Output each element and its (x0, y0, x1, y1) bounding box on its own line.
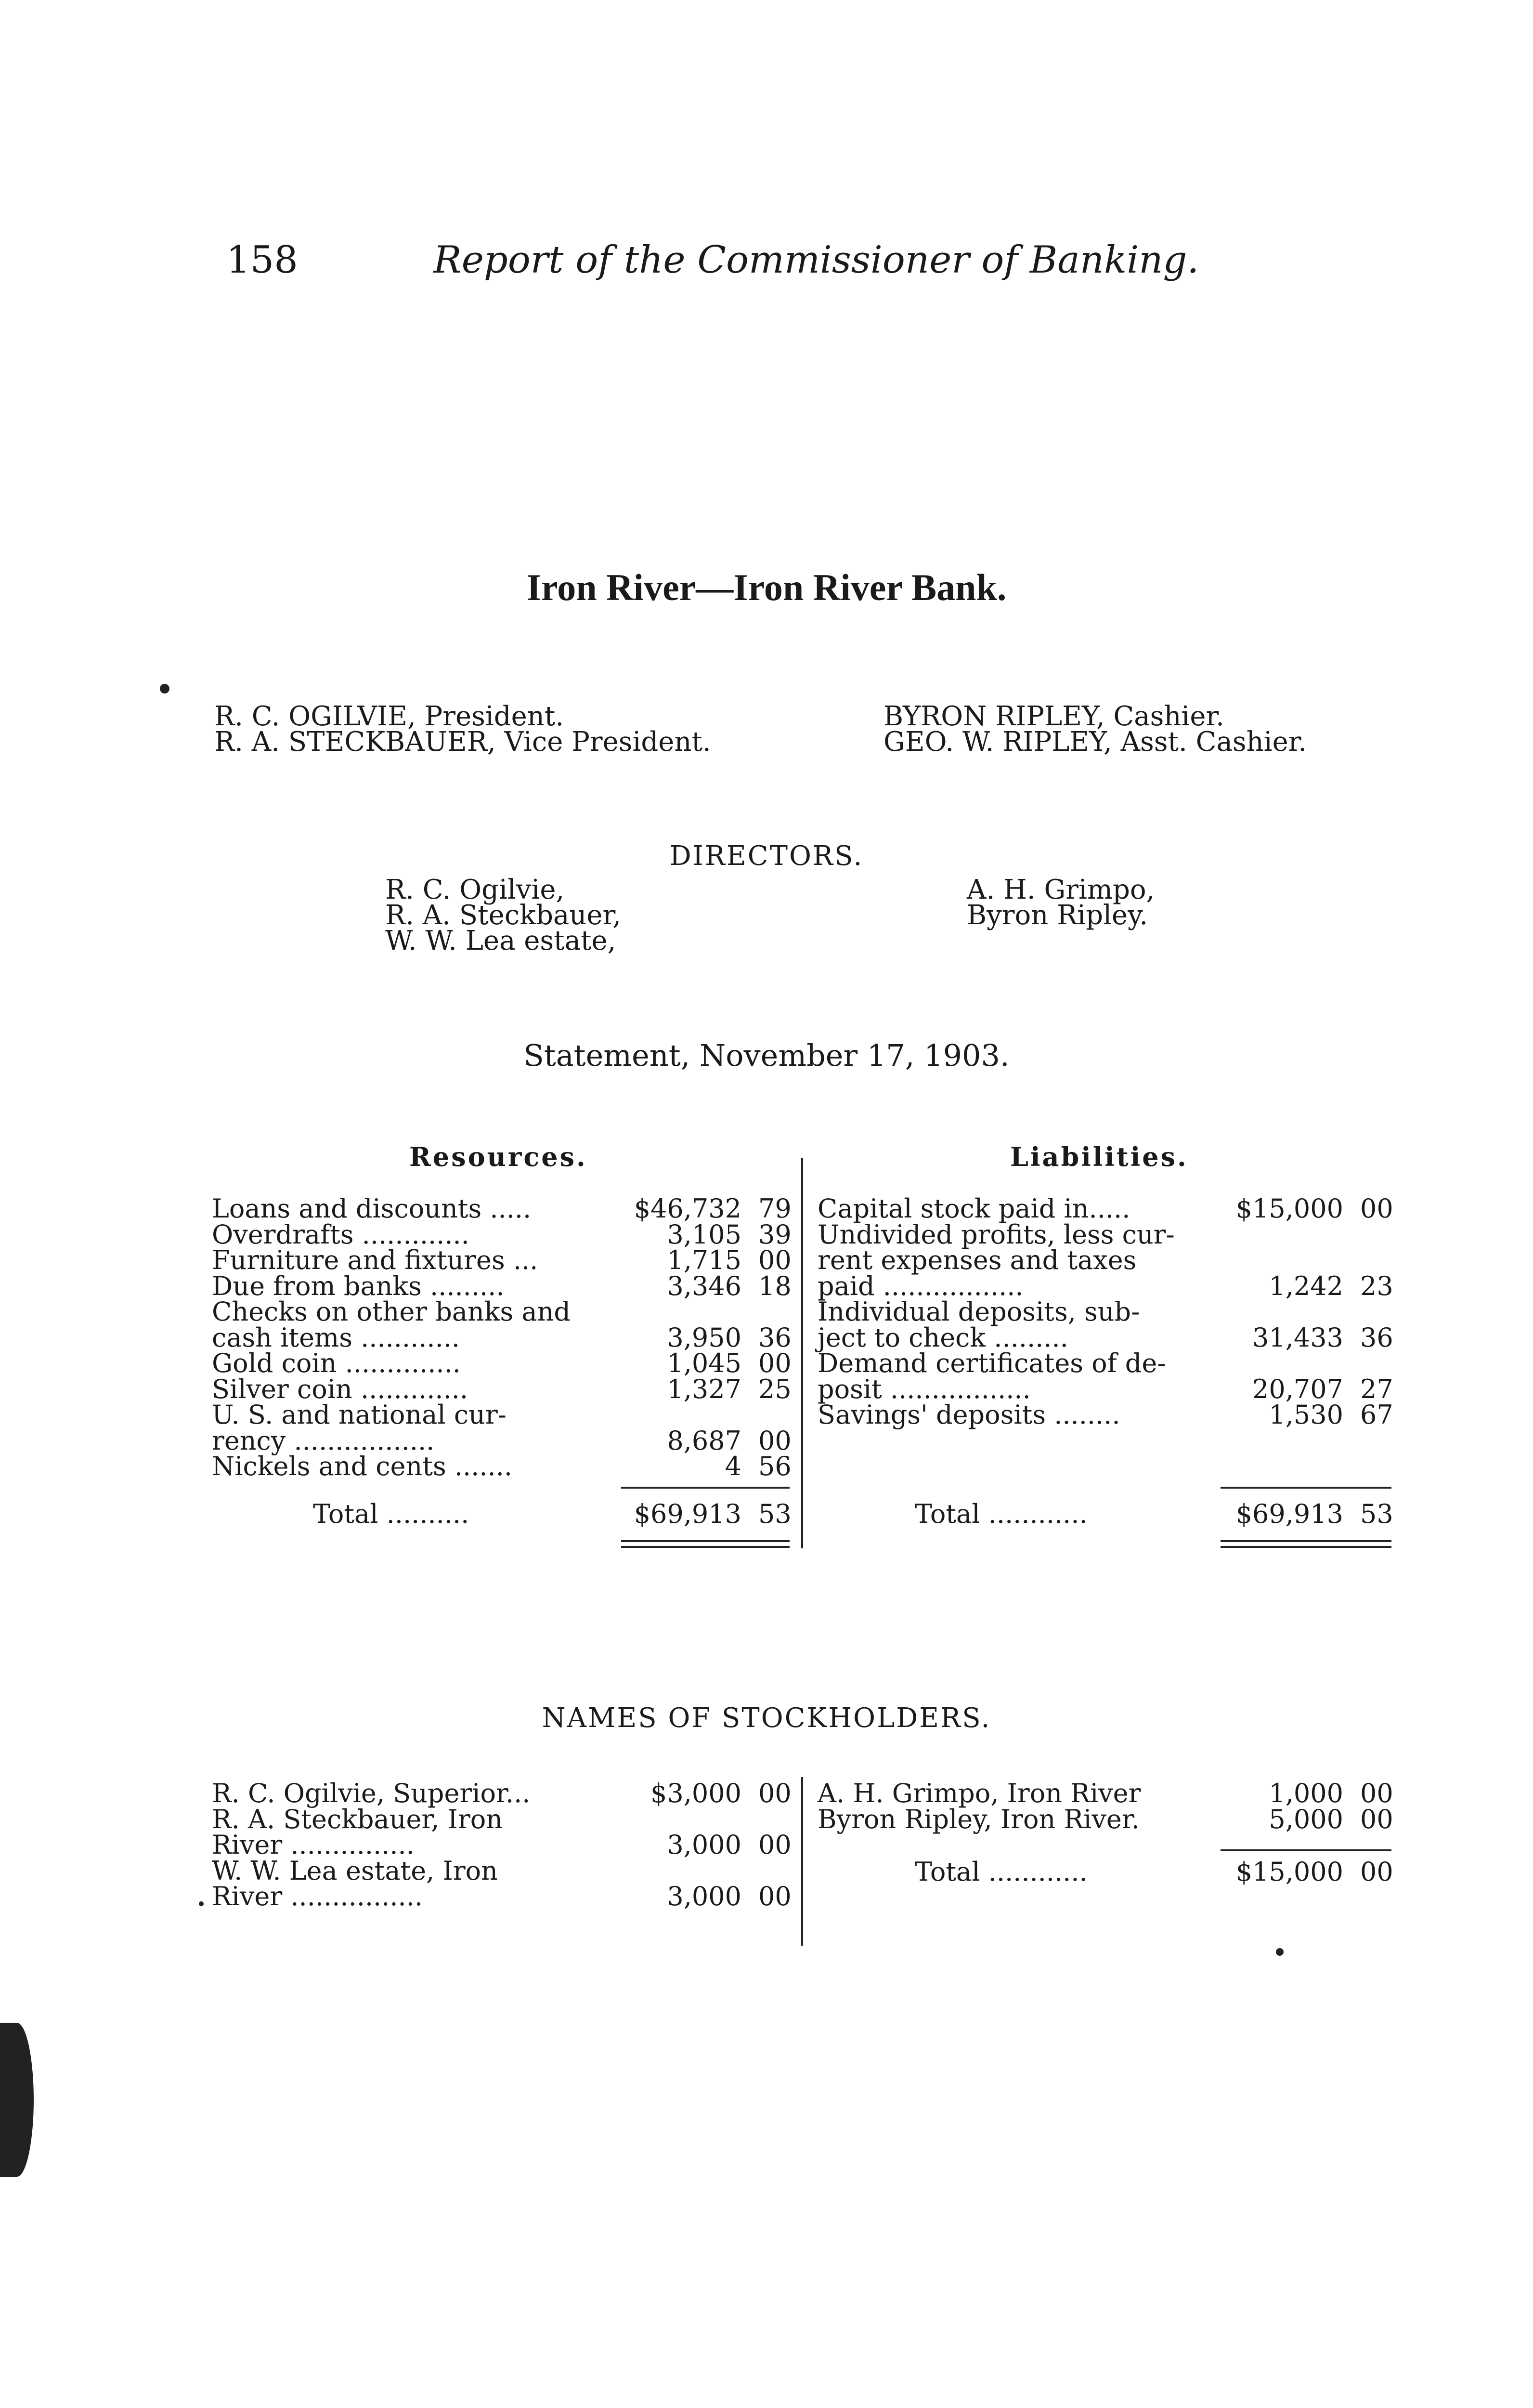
resources-total-double-rule-2 (621, 1546, 790, 1548)
stockholder-left-dollars: $3,000 (650, 1778, 741, 1808)
stockholder-left-cents: 00 (758, 1830, 792, 1860)
statement-title: Statement, November 17, 1903. (523, 1038, 1010, 1073)
resources-dollars: 3,950 (667, 1322, 741, 1353)
stockholder-left-cents: 00 (758, 1778, 792, 1808)
stockholder-left-label: W. W. Lea estate, Iron (212, 1855, 498, 1886)
director-left-2: R. A. Steckbauer, (385, 900, 621, 931)
officer-left-2: R. A. STECKBAUER, Vice President. (214, 726, 711, 758)
scan-speck (1276, 1948, 1284, 1956)
stockholder-right-dollars: 1,000 (1269, 1778, 1343, 1808)
resources-cents: 00 (758, 1425, 792, 1456)
liabilities-label: Capital stock paid in..... (818, 1193, 1130, 1224)
resources-dollars: 3,105 (667, 1219, 741, 1250)
officer-right-1: BYRON RIPLEY, Cashier. (883, 701, 1224, 732)
resources-dollars: 3,346 (667, 1270, 741, 1301)
resources-dollars: 1,327 (667, 1374, 741, 1404)
liabilities-label: ject to check ......... (818, 1322, 1068, 1353)
liabilities-label: posit ................. (818, 1374, 1031, 1404)
resources-label: cash items ............ (212, 1322, 460, 1353)
liabilities-dollars: $15,000 (1235, 1193, 1343, 1224)
stockholder-left-label: R. A. Steckbauer, Iron (212, 1804, 503, 1834)
liabilities-dollars: 1,530 (1269, 1400, 1343, 1430)
liabilities-dollars: 20,707 (1252, 1374, 1343, 1404)
director-left-1: R. C. Ogilvie, (385, 874, 565, 905)
stockholders-total-dollars: $15,000 (1235, 1857, 1343, 1887)
resources-label: Due from banks ......... (212, 1270, 505, 1301)
resources-label: Furniture and fixtures ... (212, 1245, 538, 1275)
resources-subtotal-rule (621, 1487, 790, 1489)
resources-cents: 36 (758, 1322, 792, 1353)
resources-total-label: Total .......... (313, 1499, 469, 1529)
resources-label: Gold coin .............. (212, 1348, 461, 1378)
resources-label: Loans and discounts ..... (212, 1193, 532, 1224)
resources-cents: 79 (758, 1193, 792, 1224)
scan-speck (199, 1901, 204, 1906)
resources-label: rency ................. (212, 1425, 435, 1456)
resources-dollars: 8,687 (667, 1425, 741, 1456)
scan-speck (160, 684, 169, 694)
stockholder-right-cents: 00 (1360, 1804, 1393, 1834)
liabilities-cents: 23 (1360, 1270, 1393, 1301)
liabilities-total-cents: 53 (1360, 1499, 1393, 1529)
resources-dollars: $46,732 (634, 1193, 741, 1224)
stockholder-left-label: R. C. Ogilvie, Superior... (212, 1778, 531, 1808)
liabilities-label: Savings' deposits ........ (818, 1400, 1120, 1430)
liabilities-label: paid ................. (818, 1270, 1024, 1301)
resources-dollars: 4 (725, 1451, 741, 1481)
liabilities-dollars: 1,242 (1269, 1270, 1343, 1301)
liabilities-cents: 67 (1360, 1400, 1393, 1430)
liabilities-dollars: 31,433 (1252, 1322, 1343, 1353)
bank-title: Iron River—Iron River Bank. (526, 566, 1007, 608)
stockholder-left-dollars: 3,000 (667, 1881, 741, 1911)
resources-cents: 00 (758, 1348, 792, 1378)
liabilities-cents: 00 (1360, 1193, 1393, 1224)
scan-edge-blot (0, 2023, 34, 2177)
page-number: 158 (226, 238, 298, 282)
running-title: Report of the Commissioner of Banking. (433, 238, 1199, 282)
liabilities-cents: 27 (1360, 1374, 1393, 1404)
liabilities-cents: 36 (1360, 1322, 1393, 1353)
stockholder-left-cents: 00 (758, 1881, 792, 1911)
liabilities-total-dollars: $69,913 (1235, 1499, 1343, 1529)
stockholder-left-label: River ................ (212, 1881, 423, 1911)
liabilities-label: Undivided profits, less cur- (818, 1219, 1175, 1250)
resources-label: Nickels and cents ....... (212, 1451, 513, 1481)
resources-total-double-rule-1 (621, 1540, 790, 1542)
resources-total-cents: 53 (758, 1499, 792, 1529)
resources-cents: 25 (758, 1374, 792, 1404)
stockholder-right-cents: 00 (1360, 1778, 1393, 1808)
stockholder-right-label: A. H. Grimpo, Iron River (818, 1778, 1141, 1808)
liabilities-heading: Liabilities. (1010, 1141, 1188, 1172)
stockholder-left-dollars: 3,000 (667, 1830, 741, 1860)
liabilities-label: Individual deposits, sub- (818, 1296, 1140, 1327)
stockholders-heading: NAMES OF STOCKHOLDERS. (542, 1702, 991, 1734)
stockholder-left-label: River ............... (212, 1830, 415, 1860)
resources-label: Overdrafts ............. (212, 1219, 469, 1250)
resources-heading: Resources. (409, 1141, 587, 1172)
liabilities-total-label: Total ............ (915, 1499, 1088, 1529)
director-left-3: W. W. Lea estate, (385, 925, 616, 956)
stockholders-total-label: Total ............ (915, 1857, 1088, 1887)
officer-left-1: R. C. OGILVIE, President. (214, 701, 564, 732)
liabilities-total-double-rule-1 (1221, 1540, 1391, 1542)
resources-label: Silver coin ............. (212, 1374, 468, 1404)
resources-cents: 56 (758, 1451, 792, 1481)
stockholders-subtotal-rule (1221, 1849, 1391, 1851)
liabilities-label: rent expenses and taxes (818, 1245, 1137, 1275)
resources-label: Checks on other banks and (212, 1296, 571, 1327)
stockholder-right-dollars: 5,000 (1269, 1804, 1343, 1834)
director-right-2: Byron Ripley. (967, 900, 1148, 931)
liabilities-subtotal-rule (1221, 1487, 1391, 1489)
resources-cents: 18 (758, 1270, 792, 1301)
resources-total-dollars: $69,913 (634, 1499, 741, 1529)
resources-dollars: 1,715 (667, 1245, 741, 1275)
liabilities-label: Demand certificates of de- (818, 1348, 1166, 1378)
resources-dollars: 1,045 (667, 1348, 741, 1378)
resources-cents: 39 (758, 1219, 792, 1250)
directors-heading: DIRECTORS. (669, 840, 864, 872)
stockholders-total-cents: 00 (1360, 1857, 1393, 1887)
director-right-1: A. H. Grimpo, (967, 874, 1155, 905)
liabilities-total-double-rule-2 (1221, 1546, 1391, 1548)
resources-label: U. S. and national cur- (212, 1400, 507, 1430)
stockholder-right-label: Byron Ripley, Iron River. (818, 1804, 1140, 1834)
resources-cents: 00 (758, 1245, 792, 1275)
officer-right-2: GEO. W. RIPLEY, Asst. Cashier. (883, 726, 1307, 758)
